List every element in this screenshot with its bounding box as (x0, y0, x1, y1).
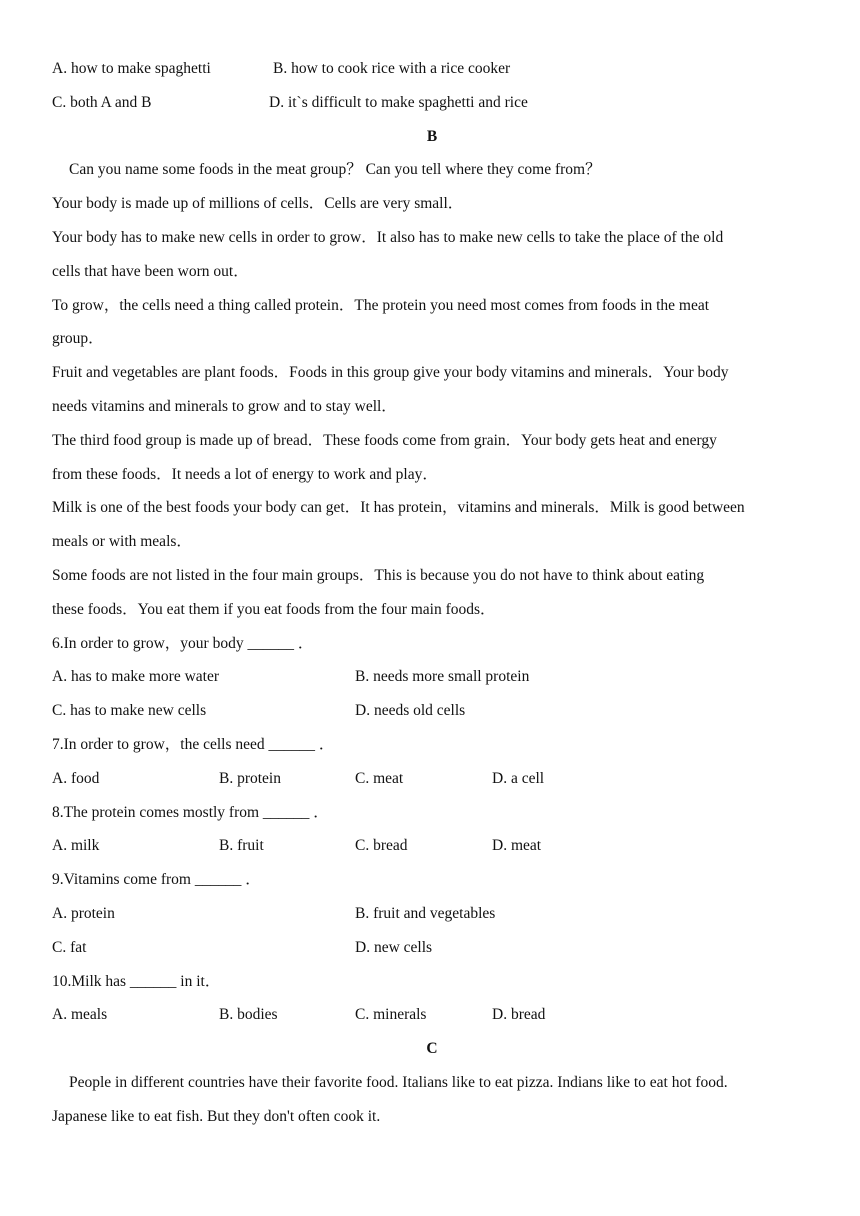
passage-b-line: group． (52, 330, 104, 348)
passage-b-line: Can you name some foods in the meat group？ Can you tell where they come from？ (69, 161, 601, 179)
q9-option-a: A. protein (52, 904, 115, 922)
question-9-options-row-1 (52, 897, 812, 931)
q5-option-c: C. both A and B (52, 93, 152, 111)
q5-option-a: A. how to make spaghetti (52, 60, 211, 77)
q6-option-c: C. has to make new cells (52, 702, 207, 720)
q7-option-c: C. meat (355, 769, 404, 787)
passage-b-line: To grow，the cells need a thing called protein．The protein you need most comes from foods in the meat (52, 296, 710, 314)
question-6-stem: 6.In order to grow，your body ______ ． (52, 634, 314, 652)
section-b-heading: B (426, 127, 438, 145)
q8-option-c: C. bread (355, 837, 408, 855)
question-6-options-row-1 (52, 660, 812, 694)
question-10-stem: 10.Milk has ______ in it． (52, 972, 221, 990)
q8-option-d: D. meat (492, 837, 542, 855)
question-6-options-row-2 (52, 694, 812, 728)
q7-option-d: D. a cell (492, 769, 545, 787)
question-8-stem: 8.The protein comes mostly from ______ ． (52, 803, 329, 821)
q8-option-a: A. milk (52, 837, 100, 855)
passage-b-line: Your body is made up of millions of cells．Cells are very small． (52, 195, 464, 213)
q6-option-d: D. needs old cells (355, 702, 466, 720)
question-9-options-row-2 (52, 931, 812, 965)
q5-option-b: B. how to cook rice with a rice cooker (273, 60, 511, 77)
q9-option-d: D. new cells (355, 938, 433, 956)
passage-b-line: Your body has to make new cells in order to grow．It also has to make new cells to take the place of the old (52, 228, 724, 246)
q10-option-a: A. meals (52, 1006, 108, 1024)
passage-b-line: these foods．You eat them if you eat foods from the four main foods． (52, 600, 496, 618)
question-10-options-row (52, 998, 812, 1032)
q6-option-a: A. has to make more water (52, 668, 219, 686)
q10-option-b: B. bodies (219, 1006, 278, 1024)
section-c-heading: C (426, 1040, 438, 1058)
q10-option-c: C. minerals (355, 1006, 427, 1024)
q7-option-a: A. food (52, 769, 100, 787)
passage-c-line: Japanese like to eat fish. But they don't often cook it. (52, 1107, 381, 1125)
question-7-stem: 7.In order to grow，the cells need ______ ． (52, 735, 335, 753)
q5-options-row-1 (52, 52, 812, 86)
question-8-options-row (52, 829, 812, 863)
q9-option-b: B. fruit and vegetables (355, 904, 496, 922)
q7-option-b: B. protein (219, 769, 281, 787)
passage-b-line: cells that have been worn out． (52, 262, 249, 280)
q8-option-b: B. fruit (219, 837, 264, 855)
q9-option-c: C. fat (52, 938, 87, 956)
passage-b-line: from these foods．It needs a lot of energy to work and play． (52, 465, 438, 483)
question-9-stem: 9.Vitamins come from ______ ． (52, 871, 261, 889)
passage-b-line: Some foods are not listed in the four main groups．This is because you do not have to think about eating (52, 566, 705, 584)
passage-b-line: needs vitamins and minerals to grow and to stay well． (52, 397, 397, 415)
q5-option-d: D. it`s difficult to make spaghetti and rice (269, 93, 528, 111)
passage-b-line: Milk is one of the best foods your body can get．It has protein，vitamins and minerals．Milk is good between (52, 499, 745, 517)
passage-c-line: People in different countries have their favorite food. Italians like to eat pizza. Indians like to eat hot food. (69, 1073, 728, 1091)
passage-b-line: The third food group is made up of bread．These foods come from grain．Your body gets heat and energy (52, 431, 717, 449)
q5-options-row-2 (52, 86, 812, 120)
question-7-options-row (52, 762, 812, 796)
passage-b-line: meals or with meals． (52, 533, 192, 551)
q6-option-b: B. needs more small protein (355, 668, 530, 686)
passage-b-line: Fruit and vegetables are plant foods．Foods in this group give your body vitamins and minerals．Your body (52, 364, 729, 382)
q10-option-d: D. bread (492, 1006, 546, 1024)
document-page (52, 52, 812, 1134)
